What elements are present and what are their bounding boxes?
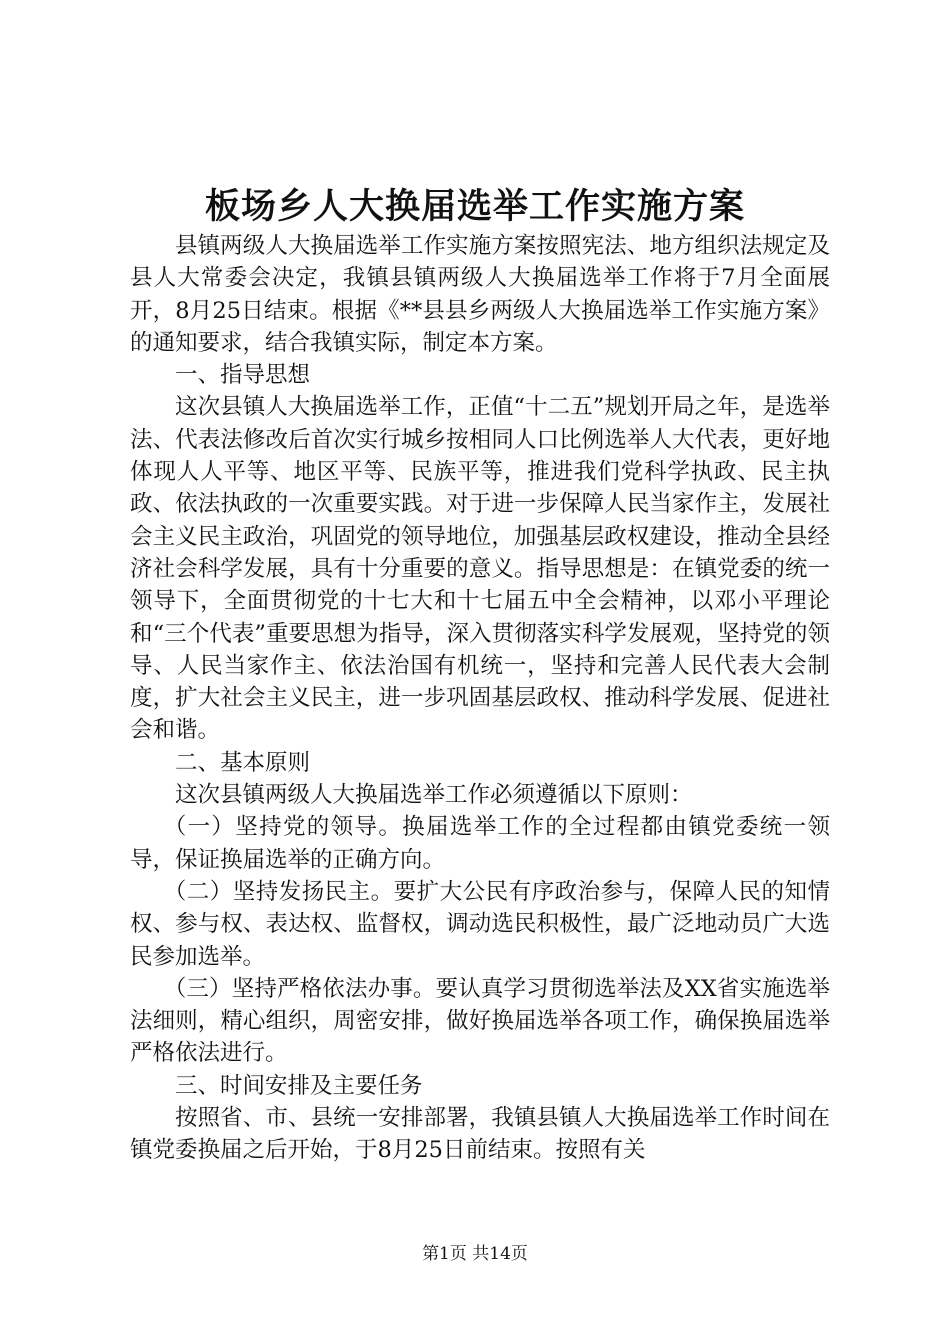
schedule-paragraph: 按照省、市、县统一安排部署，我镇县镇人大换届选举工作时间在镇党委换届之后开始，于8月25日前结束。按照有关 [130, 1105, 830, 1164]
document-title: 板场乡人大换届选举工作实施方案 [204, 186, 745, 227]
document-body [130, 230, 830, 1167]
principle-1-paragraph: （一）坚持党的领导。换届选举工作的全过程都由镇党委统一领导，保证换届选举的正确方向。 [130, 814, 830, 873]
section-heading-2: 二、基本原则 [175, 749, 311, 776]
intro-paragraph: 县镇两级人大换届选举工作实施方案按照宪法、地方组织法规定及县人大常委会决定，我镇县镇两级人大换届选举工作将于7月全面展开，8月25日结束。根据《**县县乡两级人大换届选举工作实施方案》的通知要求，结合我镇实际，制定本方案。 [130, 233, 830, 356]
guiding-thought-paragraph: 这次县镇人大换届选举工作，正值“十二五”规划开局之年，是选举法、代表法修改后首次实行城乡按相同人口比例选举人大代表，更好地体现人人平等、地区平等、民族平等，推进我们党科学执政、民主执政、依法执政的一次重要实践。对于进一步保障人民当家作主，发展社会主义民主政治，巩固党的领导地位，加强基层政权建设，推动全县经济社会科学发展，具有十分重要的意义。指导思想是：在镇党委的统一领导下，全面贯彻党的十七大和十七届五中全会精神，以邓小平理论和“三个代表”重要思想为指导，深入贯彻落实科学发展观，坚持党的领导、人民当家作主、依法治国有机统一，坚持和完善人民代表大会制度，扩大社会主义民主，进一步巩固基层政权、推动科学发展、促进社会和谐。 [130, 394, 830, 744]
principle-3-paragraph: （三）坚持严格依法办事。要认真学习贯彻选举法及XX省实施选举法细则，精心组织，周密安排，做好换届选举各项工作，确保换届选举严格依法进行。 [130, 975, 830, 1067]
section-heading-3: 三、时间安排及主要任务 [175, 1072, 423, 1099]
principle-2-paragraph: （二）坚持发扬民主。要扩大公民有序政治参与，保障人民的知情权、参与权、表达权、监督权，调动选民积极性，最广泛地动员广大选民参加选举。 [130, 878, 830, 970]
page-footer: 第1页 共14页 [422, 1244, 528, 1264]
principles-intro-paragraph: 这次县镇两级人大换届选举工作必须遵循以下原则： [175, 782, 693, 809]
section-heading-1: 一、指导思想 [175, 362, 311, 389]
